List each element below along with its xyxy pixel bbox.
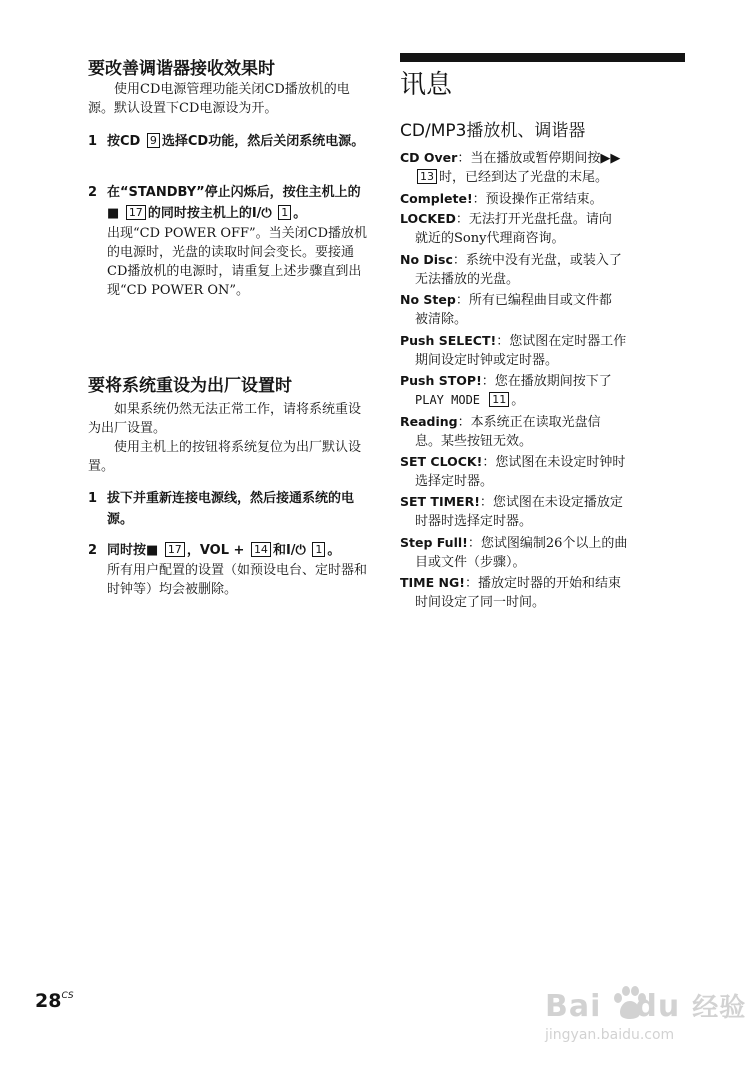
baidu-jingyan-watermark	[545, 985, 747, 1050]
paw-icon	[610, 985, 650, 1021]
message-locked: LOCKED：无法打开光盘托盘。请向 就近的Sony代理商咨询。	[400, 211, 612, 246]
step-number: 2	[88, 543, 98, 558]
step-number: 2	[88, 185, 98, 200]
section-subtitle: CD/MP3播放机、调谐器	[400, 121, 586, 141]
step-text: 在“STANDBY”停止闪烁后，按住主机上的■ 17 的同时按主机上的I/⏻ 1 。	[107, 185, 361, 221]
step-text: 同时按■ 17 ，VOL + 14 和I/⏻ 1 。	[107, 543, 341, 558]
button-ref-11: 11	[489, 392, 509, 407]
step-number: 1	[88, 491, 98, 506]
message-reading: Reading：本系统正在读取光盘信 息。某些按钮无效。	[400, 414, 601, 449]
button-ref-17: 17	[165, 542, 185, 557]
step-note: 出现“CD POWER OFF”。当关闭CD播放机的电源时，光盘的读取时间会变长。要接通CD播放机的电源时，请重复上述步骤直到出现“CD POWER ON”。	[107, 226, 368, 298]
button-ref-13: 13	[417, 169, 437, 184]
button-ref-1: 1	[278, 205, 291, 220]
step-2-standby	[88, 182, 370, 300]
step-text: 按CD 9 选择CD功能，然后关闭系统电源。	[107, 134, 365, 149]
message-no-step: No Step：所有已编程曲目或文件都 被清除。	[400, 292, 612, 327]
message-push-select: Push SELECT!：您试图在定时器工作 期间设定时钟或定时器。	[400, 333, 627, 368]
step-1-reconnect	[88, 488, 370, 530]
message-step-full: Step Full!：您试图编制26个以上的曲 目或文件（步骤）。	[400, 535, 628, 570]
message-complete: Complete!：预设操作正常结束。	[400, 191, 603, 207]
section-intro-tuner: 使用CD电源管理功能关闭CD播放机的电源。默认设置下CD电源设为开。	[88, 82, 350, 116]
watermark-url: jingyan.baidu.com	[545, 1027, 675, 1043]
step-note: 所有用户配置的设置（如预设电台、定时器和时钟等）均会被删除。	[107, 563, 368, 597]
section-rule	[400, 53, 685, 62]
step-number: 1	[88, 134, 98, 149]
message-set-timer: SET TIMER!：您试图在未设定播放定 时器时选择定时器。	[400, 494, 623, 529]
button-ref-9: 9	[147, 133, 160, 148]
step-text: 拔下并重新连接电源线，然后接通系统的电源。	[107, 491, 355, 527]
button-ref-1: 1	[312, 542, 325, 557]
page-number: $28^{CS}$	[35, 990, 74, 1012]
section-heading-reset: 要将系统重设为出厂设置时	[88, 376, 292, 396]
step-1-cd-power	[88, 131, 370, 152]
message-time-ng: TIME NG!：播放定时器的开始和结束 时间设定了同一时间。	[400, 575, 621, 610]
message-no-disc: No Disc：系统中没有光盘，或装入了 无法播放的光盘。	[400, 252, 622, 287]
message-push-stop: Push STOP!：您在播放期间按下了 PLAY MODE 11 。	[400, 373, 612, 408]
section-intro-reset-2: 使用主机上的按钮将系统复位为出厂默认设置。	[88, 440, 362, 474]
button-ref-14: 14	[251, 542, 271, 557]
page-title: 讯息	[400, 70, 453, 100]
page-language-suffix: CS	[61, 991, 74, 1001]
step-2-reset-buttons	[88, 540, 370, 599]
message-set-clock: SET CLOCK!：您试图在未设定时钟时 选择定时器。	[400, 454, 626, 489]
button-ref-17: 17	[126, 205, 146, 220]
watermark-brand: Bai du 经验	[545, 989, 747, 1024]
message-cd-over: CD Over：当在播放或暂停期间按▶▶ 13 时，已经到达了光盘的末尾。	[400, 150, 621, 185]
section-heading-tuner: 要改善调谐器接收效果时	[88, 59, 275, 79]
section-intro-reset-1: 如果系统仍然无法正常工作，请将系统重设为出厂设置。	[88, 402, 362, 436]
